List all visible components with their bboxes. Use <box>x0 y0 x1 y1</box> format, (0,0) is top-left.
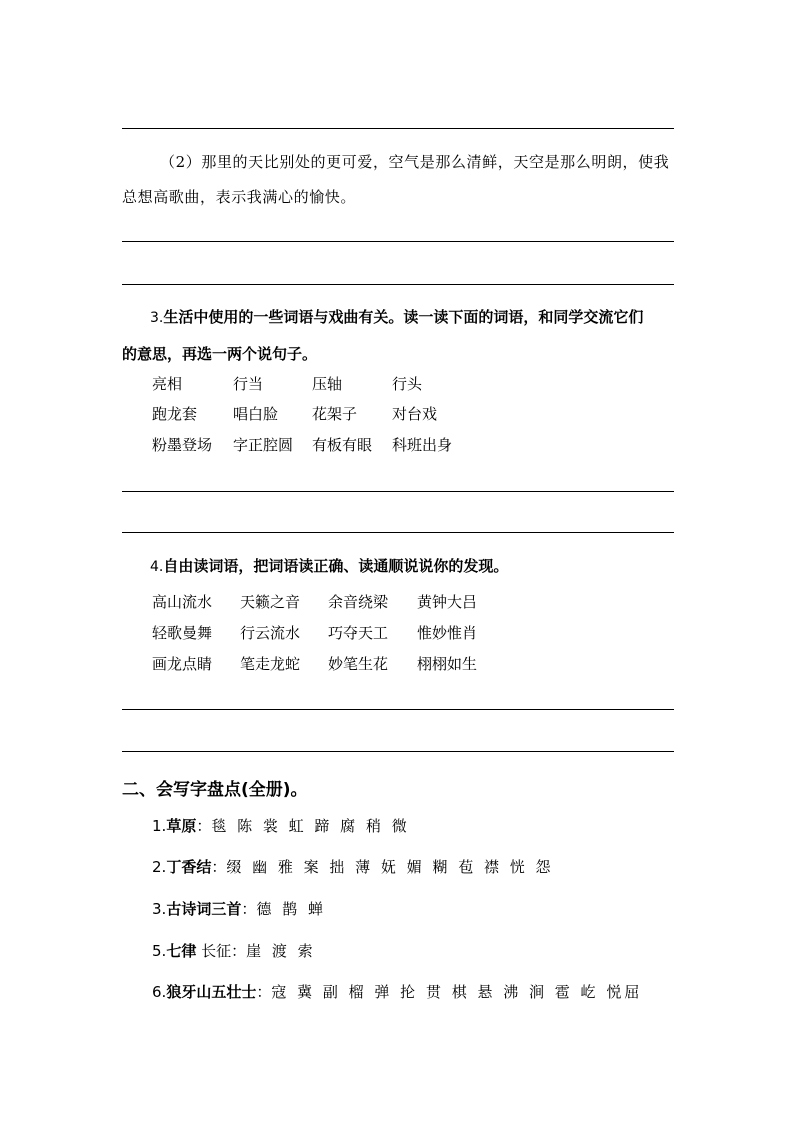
lesson-item <box>152 940 316 961</box>
lesson-chars: 寇 冀 副 榴 弹 抡 贯 棋 悬 沸 涧 雹 屹 悦屈 <box>271 983 643 1001</box>
lesson-label: 草原 <box>166 817 197 835</box>
answer-line <box>122 241 674 242</box>
answer-line <box>122 532 674 533</box>
question-3 <box>150 306 643 327</box>
word: 亮相 <box>152 375 183 393</box>
answer-line <box>122 751 674 752</box>
lesson-label: 狼牙山五壮士 <box>166 983 257 1001</box>
lesson-number: 5. <box>152 942 167 960</box>
lesson-chars: 德 鹊 蝉 <box>256 900 326 918</box>
lesson-sep: ： <box>196 817 212 835</box>
lesson-chars: 毯 陈 裳 虹 蹄 腐 稍 微 <box>211 817 410 835</box>
word: 有板有眼 <box>312 436 373 454</box>
word: 轻歌曼舞 <box>152 624 213 642</box>
lesson-chars: 崖 渡 索 <box>246 942 316 960</box>
word: 行头 <box>392 375 423 393</box>
lesson-label: 古诗词三首 <box>166 900 242 918</box>
question-number: 4. <box>150 559 164 575</box>
word: 巧夺天工 <box>328 624 389 642</box>
lesson-number: 3. <box>152 900 167 918</box>
word: 栩栩如生 <box>417 655 478 673</box>
answer-line <box>122 284 674 285</box>
word: 余音绕梁 <box>328 593 389 611</box>
lesson-chars: 缀 幽 雅 案 拙 薄 妩 媚 糊 苞 襟 恍 怨 <box>226 858 554 876</box>
word: 黄钟大吕 <box>417 593 478 611</box>
word: 花架子 <box>312 405 358 423</box>
question-3-cont: 的意思，再选一两个说句子。 <box>122 345 318 363</box>
lesson-sep: ： <box>211 858 227 876</box>
word: 对台戏 <box>392 405 438 423</box>
lesson-sep: ： <box>241 900 257 918</box>
word: 高山流水 <box>152 593 213 611</box>
word: 妙笔生花 <box>328 655 389 673</box>
word: 科班出身 <box>392 436 453 454</box>
question-text: 自由读词语，把词语读正确、读通顺说说你的发现。 <box>163 557 509 575</box>
question-4 <box>150 555 508 576</box>
word: 跑龙套 <box>152 405 198 423</box>
word: 画龙点睛 <box>152 655 213 673</box>
answer-line <box>122 491 674 492</box>
lesson-item <box>152 856 554 877</box>
lesson-label: 丁香结 <box>166 858 212 876</box>
lesson-sep: 长征： <box>196 942 247 960</box>
lesson-number: 1. <box>152 817 167 835</box>
section-title: 二、会写字盘点(全册)。 <box>122 780 308 800</box>
word: 唱白脸 <box>233 405 279 423</box>
question-number: 3. <box>150 310 164 326</box>
lesson-item <box>152 981 642 1002</box>
word: 天籁之音 <box>240 593 301 611</box>
lesson-item <box>152 815 410 836</box>
lesson-item <box>152 898 326 919</box>
answer-line <box>122 128 674 129</box>
word: 字正腔圆 <box>233 436 294 454</box>
paragraph-line: 总想高歌曲，表示我满心的愉快。 <box>122 188 357 206</box>
word: 粉墨登场 <box>152 436 213 454</box>
lesson-number: 2. <box>152 858 167 876</box>
lesson-label: 七律 <box>166 942 197 960</box>
word: 行当 <box>233 375 264 393</box>
word: 行云流水 <box>240 624 301 642</box>
paragraph-line: （2）那里的天比别处的更可爱，空气是那么清鲜，天空是那么明朗，使我 <box>160 153 670 171</box>
word: 惟妙惟肖 <box>417 624 478 642</box>
word: 压轴 <box>312 375 343 393</box>
lesson-number: 6. <box>152 983 167 1001</box>
word: 笔走龙蛇 <box>240 655 301 673</box>
answer-line <box>122 709 674 710</box>
lesson-sep: ： <box>256 983 272 1001</box>
question-text: 生活中使用的一些词语与戏曲有关。读一读下面的词语，和同学交流它们 <box>163 308 644 326</box>
